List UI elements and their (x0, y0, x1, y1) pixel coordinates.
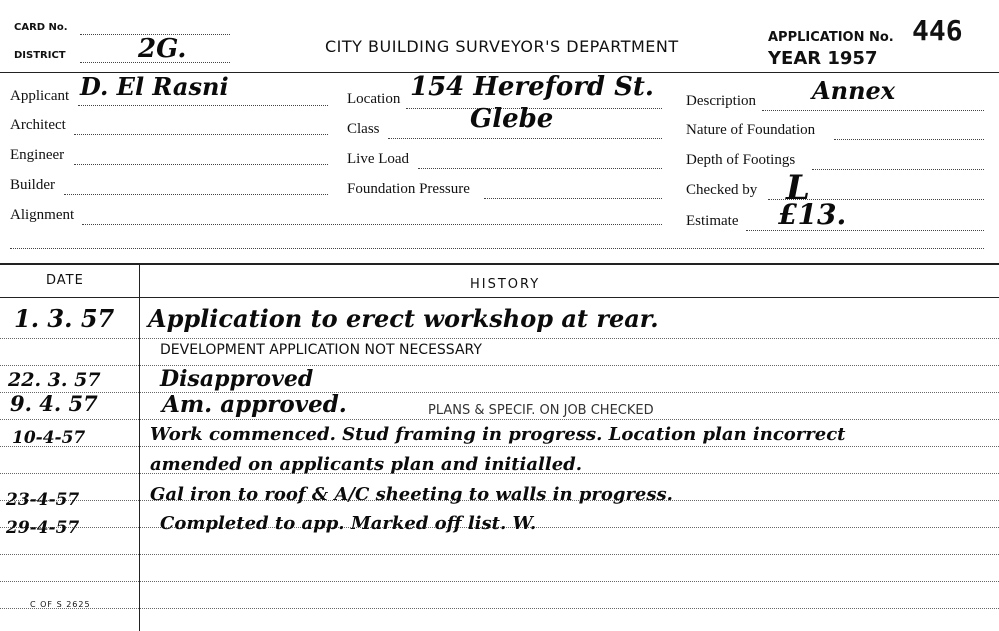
engineer-line (74, 164, 328, 165)
class-line (388, 138, 662, 139)
depth-line (812, 169, 984, 170)
entry-date: 22. 3. 57 (8, 369, 101, 391)
date-column-divider (139, 263, 140, 631)
development-stamp: DEVELOPMENT APPLICATION NOT NECESSARY (160, 342, 482, 358)
application-no-label: APPLICATION No. (768, 30, 894, 45)
architect-label: Architect (10, 117, 66, 133)
checked-by-label: Checked by (686, 182, 758, 198)
entry-date: 9. 4. 57 (10, 391, 98, 416)
history-column-header: HISTORY (470, 277, 541, 292)
ruled-line (0, 554, 999, 555)
date-column-header: DATE (46, 273, 84, 288)
class-label: Class (347, 121, 380, 137)
history-top-rule (0, 263, 999, 265)
live-load-line (418, 168, 662, 169)
entry-text: Gal iron to roof & A/C sheeting to walls in progress. (150, 484, 673, 505)
description-line (762, 110, 984, 111)
builder-label: Builder (10, 177, 55, 193)
alignment-label: Alignment (10, 207, 75, 223)
nature-of-foundation-label: Nature of Foundation (686, 122, 816, 138)
form-code: C OF S 2625 (30, 600, 91, 609)
nature-line (834, 139, 984, 140)
district-value: 2G. (138, 34, 187, 64)
year: YEAR 1957 (768, 48, 878, 69)
entry-date: 10-4-57 (12, 428, 86, 448)
applicant-label: Applicant (10, 88, 70, 104)
depth-of-footings-label: Depth of Footings (686, 152, 796, 168)
alignment-line (82, 224, 662, 225)
card-no-label: CARD No. (14, 22, 68, 33)
entry-text: Application to erect workshop at rear. (148, 304, 659, 333)
location-value: 154 Hereford St. (410, 72, 654, 102)
fields-bottom-line (10, 248, 984, 249)
checked-by-value: L (786, 168, 810, 208)
department-title: CITY BUILDING SURVEYOR'S DEPARTMENT (325, 37, 679, 56)
architect-line (74, 134, 328, 135)
applicant-line (78, 105, 328, 106)
description-label: Description (686, 93, 756, 109)
entry-text: amended on applicants plan and initialled. (150, 454, 583, 475)
ruled-line (0, 365, 999, 366)
class-value: Glebe (470, 104, 554, 134)
entry-date: 29-4-57 (6, 518, 80, 538)
description-value: Annex (812, 76, 896, 105)
history-header-rule (0, 297, 999, 298)
foundation-pressure-line (484, 198, 662, 199)
application-no: 446 (912, 14, 963, 47)
ruled-line (0, 446, 999, 447)
entry-text: Work commenced. Stud framing in progress. Location plan incorrect (150, 424, 846, 445)
estimate-label: Estimate (686, 213, 739, 229)
ruled-line (0, 338, 999, 339)
district-label: DISTRICT (14, 50, 66, 61)
entry-text: Completed to app. Marked off list. W. (160, 513, 537, 534)
location-label: Location (347, 91, 401, 107)
engineer-label: Engineer (10, 147, 65, 163)
ruled-line (0, 608, 999, 609)
entry-text: Am. approved. (162, 391, 347, 418)
entry-text: Disapproved (160, 366, 314, 392)
plans-checked-stamp: PLANS & SPECIF. ON JOB CHECKED (428, 403, 654, 418)
foundation-pressure-label: Foundation Pressure (347, 181, 470, 197)
ruled-line (0, 392, 999, 393)
entry-date: 23-4-57 (6, 490, 80, 510)
ruled-line (0, 419, 999, 420)
builder-line (64, 194, 328, 195)
estimate-value: £13. (778, 198, 847, 231)
entry-date: 1. 3. 57 (14, 304, 115, 333)
ruled-line (0, 581, 999, 582)
applicant-value: D. El Rasni (80, 72, 229, 101)
live-load-label: Live Load (347, 151, 410, 167)
